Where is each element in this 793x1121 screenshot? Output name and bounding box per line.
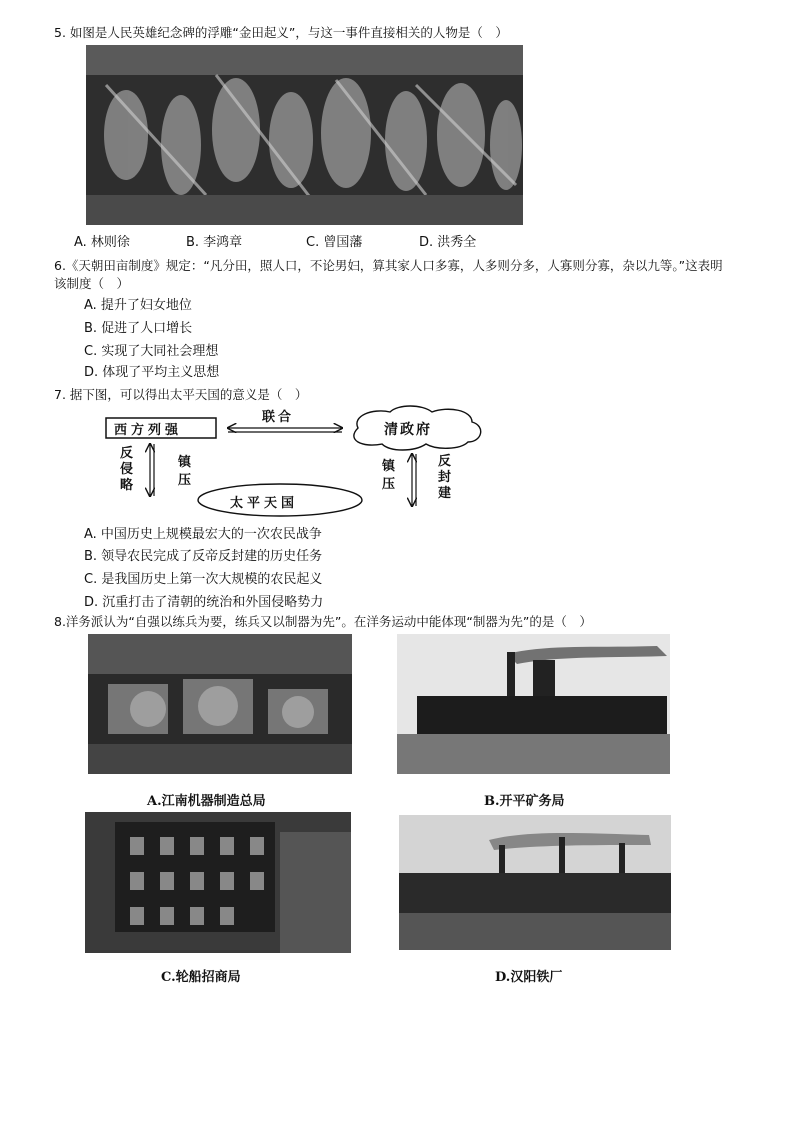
q7-option-d: D. 沉重打击了清朝的统治和外国侵略势力	[84, 595, 324, 610]
q5-option-d: D. 洪秀全	[419, 235, 477, 250]
q6-option-b: B. 促进了人口增长	[84, 321, 193, 336]
q7-stem: 7. 据下图，可以得出太平天国的意义是（ ）	[54, 387, 308, 402]
q5-option-a: A. 林则徐	[74, 235, 130, 250]
qing-label: 清政府	[384, 422, 432, 438]
q5-option-b: B. 李鸿章	[186, 235, 243, 250]
q8-caption-d: D.汉阳铁厂	[495, 970, 563, 985]
q8-photo-a	[88, 634, 352, 774]
left-outer-char-3: 略	[120, 478, 134, 493]
left-inner-char-1: 镇	[178, 455, 192, 470]
taiping-label: 太平天国	[230, 496, 299, 511]
q8-stem: 8.洋务派认为“自强以练兵为要，练兵又以制器为先”。在洋务运动中能体现“制器为先”的是（ ）	[54, 614, 592, 629]
q7-diagram	[100, 402, 500, 520]
left-outer-label	[120, 446, 133, 494]
q8-photo-d	[399, 815, 671, 950]
q8-caption-b: B.开平矿务局	[484, 794, 565, 809]
q6-stem-line2: 该制度（ ）	[54, 276, 130, 291]
q7-option-a: A. 中国历史上规模最宏大的一次农民战争	[84, 527, 322, 542]
right-inner-char-2: 压	[382, 477, 396, 492]
q8-caption-a: A.江南机器制造总局	[147, 794, 266, 809]
right-outer-label	[438, 454, 451, 502]
q7-option-b: B. 领导农民完成了反帝反封建的历史任务	[84, 549, 323, 564]
q5-option-c: C. 曾国藩	[306, 235, 363, 250]
q7-option-c: C. 是我国历史上第一次大规模的农民起义	[84, 572, 323, 587]
union-label: 联合	[262, 410, 295, 425]
left-outer-char-1: 反	[120, 446, 134, 461]
q6-option-a: A. 提升了妇女地位	[84, 298, 192, 313]
right-outer-char-3: 建	[438, 486, 452, 501]
q5-relief-image	[86, 45, 523, 225]
q8-photo-c	[85, 812, 351, 953]
q5-stem: 5. 如图是人民英雄纪念碑的浮雕“金田起义”，与这一事件直接相关的人物是（ ）	[54, 25, 508, 40]
left-inner-label	[178, 454, 191, 490]
q8-caption-c: C.轮船招商局	[161, 970, 241, 985]
right-outer-char-1: 反	[438, 454, 452, 469]
left-outer-char-2: 侵	[120, 462, 134, 477]
right-outer-char-2: 封	[438, 470, 452, 485]
right-inner-label	[382, 458, 395, 494]
q6-option-c: C. 实现了大同社会理想	[84, 344, 219, 359]
west-label: 西方列强	[114, 423, 183, 438]
q6-option-d: D. 体现了平均主义思想	[84, 365, 220, 380]
left-inner-char-2: 压	[178, 473, 192, 488]
q8-photo-b	[397, 634, 670, 774]
q6-stem-line1: 6.《天朝田亩制度》规定：“凡分田，照人口，不论男妇，算其家人口多寡，人多则分多，人寡则分寡，杂以九等。”这表明	[54, 258, 723, 273]
right-inner-char-1: 镇	[382, 459, 396, 474]
